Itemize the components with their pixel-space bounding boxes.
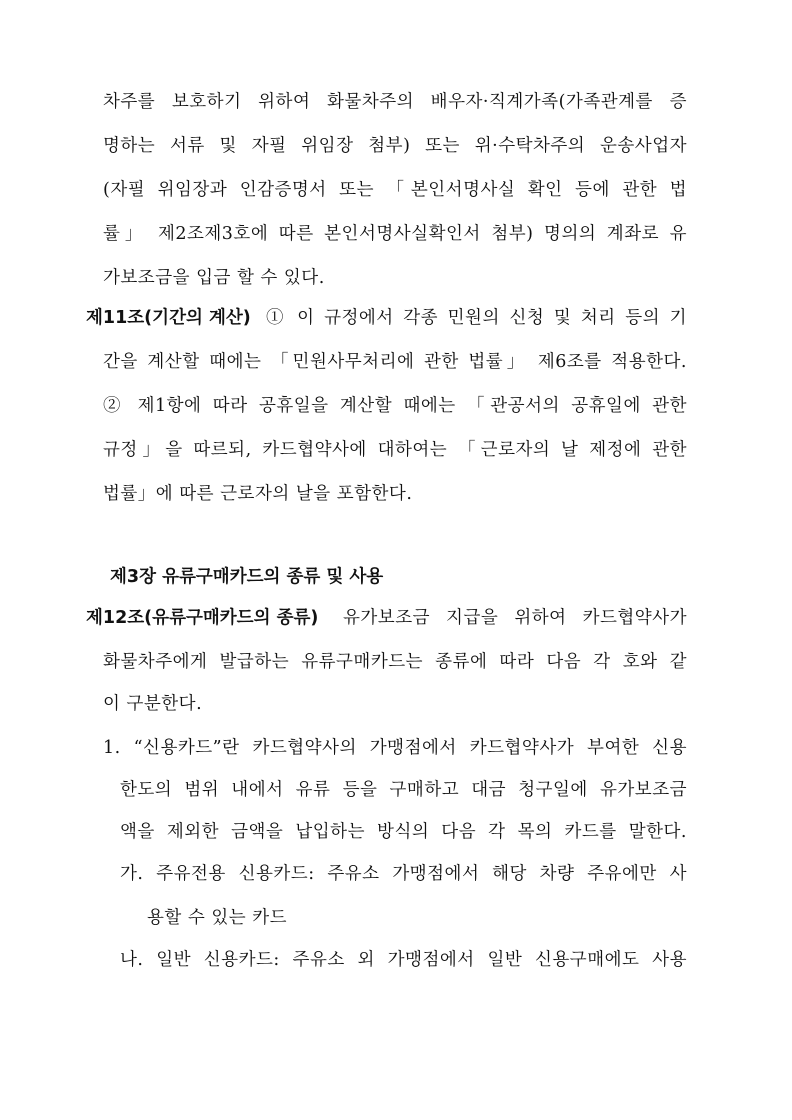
item-1-line: 액을 제외한 금액을 납입하는 방식의 다음 각 목의 카드를 말한다. bbox=[120, 822, 687, 842]
item-1-line: 1. “신용카드”란 카드협약사의 가맹점에서 카드협약사가 부여한 신용 bbox=[103, 738, 687, 758]
article-11-heading: 제11조(기간의 계산) bbox=[86, 308, 251, 328]
article-12-line: 화물차주에게 발급하는 유류구매카드는 종류에 따라 다음 각 호와 같 bbox=[103, 652, 687, 672]
paragraph-line: 명하는 서류 및 자필 위임장 첨부) 또는 위·수탁차주의 운송사업자 bbox=[103, 136, 687, 156]
article-12-heading: 제12조(유류구매카드의 종류) bbox=[86, 608, 319, 628]
article-11-line: 규정」을 따르되, 카드협약사에 대하여는 「근로자의 날 제정에 관한 bbox=[103, 440, 687, 460]
chapter-3-title: 제3장 유류구매카드의 종류 및 사용 bbox=[110, 567, 384, 587]
sub-item-na-line: 나. 일반 신용카드: 주유소 외 가맹점에서 일반 신용구매에도 사용 bbox=[120, 950, 687, 970]
paragraph-line: (자필 위임장과 인감증명서 또는 「본인서명사실 확인 등에 관한 법 bbox=[103, 180, 687, 200]
item-1-line: 한도의 범위 내에서 유류 등을 구매하고 대금 청구일에 유가보조금 bbox=[120, 780, 687, 800]
sub-item-ga-line: 가. 주유전용 신용카드: 주유소 가맹점에서 해당 차량 주유에만 사 bbox=[120, 864, 687, 884]
article-12-line: 이 구분한다. bbox=[103, 694, 203, 714]
paragraph-line: 차주를 보호하기 위하여 화물차주의 배우자·직계가족(가족관계를 증 bbox=[103, 92, 687, 112]
paragraph-line: 가보조금을 입금 할 수 있다. bbox=[103, 268, 325, 288]
article-12-line: 유가보조금 지급을 위하여 카드협약사가 bbox=[343, 608, 687, 628]
article-11-line: 법률」에 따른 근로자의 날을 포함한다. bbox=[103, 484, 413, 504]
article-11-line: 간을 계산할 때에는 「민원사무처리에 관한 법률」 제6조를 적용한다. bbox=[103, 352, 687, 372]
article-11-line: ② 제1항에 따라 공휴일을 계산할 때에는 「관공서의 공휴일에 관한 bbox=[103, 396, 687, 416]
paragraph-line: 률」 제2조제3호에 따른 본인서명사실확인서 첨부) 명의의 계좌로 유 bbox=[103, 224, 687, 244]
sub-item-ga-line: 용할 수 있는 카드 bbox=[147, 908, 288, 928]
article-11-line: ① 이 규정에서 각종 민원의 신청 및 처리 등의 기 bbox=[266, 308, 687, 328]
